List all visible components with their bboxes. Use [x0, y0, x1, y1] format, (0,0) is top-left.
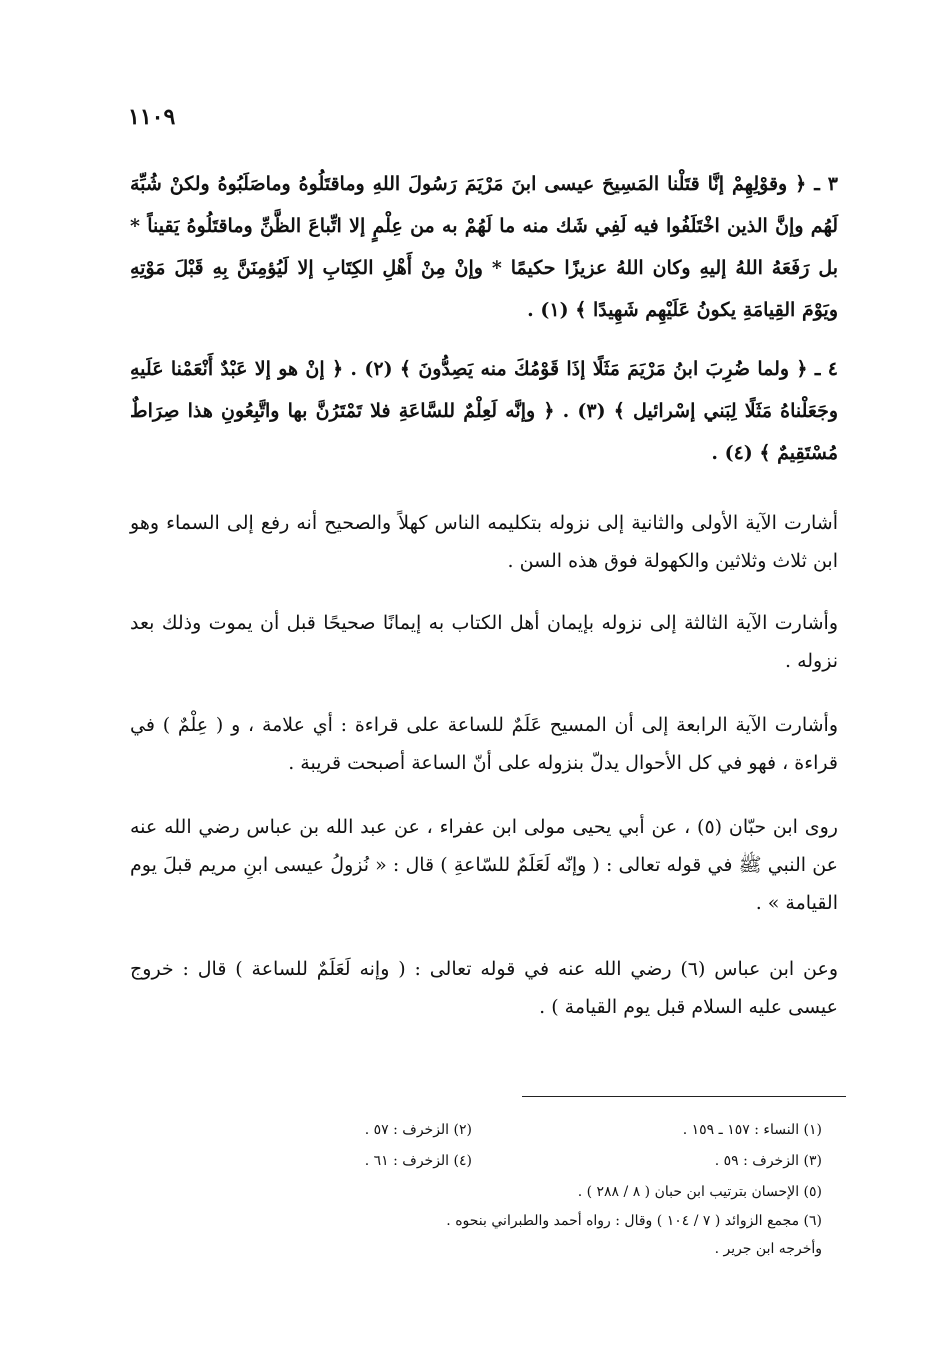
commentary-paragraph-3: وأشارت الآية الرابعة إلى أن المسيح عَلَمٌ للساعة على قراءة : أي علامة ، و ( عِلْمٌ ) في قراءة ، فهو في كل الأحوال يدلّ بنزوله على أنّ الساعة أصبحت قريبة . — [130, 714, 838, 774]
footnote-2: (٢) الزخرف : ٥٧ . — [364, 1122, 472, 1138]
footnote-6: (٦) مجمع الزوائد ( ٧ / ١٠٤ ) وقال : رواه أحمد والطبراني بنحوه . — [446, 1213, 822, 1229]
verse-3-paragraph: ٣ ـ ﴿ وقوْلِهِمْ إنَّا قتَلْنا المَسِيحَ عيسى ابنَ مَرْيَمَ رَسُولَ اللهِ وماقتَلُوهُ وماصَلَبُوهُ ولكنْ شُبِّهَ لَهُم وإنَّ الذين اخْتَلَفُوا فيه لَفِي شَك منه ما لَهُمْ به من عِلْمٍ إلا اتِّباعَ الظَّنِّ وماقتَلُوهُ يَقيناً * بل رَفَعَهُ اللهُ إليهِ وكان اللهُ عزيزًا حكيمًا * وإنْ مِنْ أَهْلِ الكِتَابِ إلا لَيُؤمِنَنَّ بِهِ قَبْلَ مَوْتِهِ ويَوْمَ القِيامَةِ يكونُ عَلَيْهِم شَهِيدًا ﴾ (١) . — [130, 173, 838, 321]
verse-4-paragraph: ٤ ـ ﴿ ولما ضُرِبَ ابنُ مَرْيَمَ مَثَلًا إذَا قَوْمُكَ منه يَصِدُّونَ ﴾ (٢) . ﴿ إنْ هو إلا عَبْدٌ أَنْعَمْنا عَلَيهِ وجَعَلْناهُ مَثَلًا لِبَني إسْرائيل ﴾ (٣) . ﴿ وإنَّه لَعِلْمٌ للسَّاعَةِ فلا تَمْتَرُنَّ بها واتَّبِعُونِ هذا صِرَاطٌ مُسْتَقِيمٌ ﴾ (٤) . — [130, 358, 838, 464]
footnote-3: (٣) الزخرف : ٥٩ . — [714, 1153, 822, 1169]
commentary-paragraph-1: أشارت الآية الأولى والثانية إلى نزوله بتكليمه الناس كهلاً والصحيح أنه رفع إلى السماء وهو ابن ثلاث وثلاثين والكهولة فوق هذه السن . — [130, 512, 838, 572]
footnote-4: (٤) الزخرف : ٦١ . — [364, 1153, 472, 1169]
footnote-6-continuation: وأخرجه ابن جرير . — [714, 1241, 822, 1257]
page-number: ١١٠٩ — [128, 104, 176, 130]
footnote-divider — [522, 1096, 846, 1097]
hadith-paragraph-ibn-abbas: وعن ابن عباس (٦) رضي الله عنه في قوله تعالى : ( وإنه لَعَلَمٌ للساعة ) قال : خروج عيسى عليه السلام قبل يوم القيامة ) . — [130, 958, 838, 1018]
hadith-paragraph-ibn-hibban: روى ابن حبّان (٥) ، عن أبي يحيى مولى ابن عفراء ، عن عبد الله بن عباس رضي الله عنه عن النبي ﷺ في قوله تعالى : ( وإنّه لَعَلَمٌ للسّاعةِ ) قال : « نُزولُ عيسى ابنِ مريم قبلَ يوم القيامة » . — [130, 816, 838, 914]
footnote-5: (٥) الإحسان بترتيب ابن حبان ( ٨ / ٢٨٨ ) . — [577, 1184, 822, 1200]
footnote-1: (١) النساء : ١٥٧ ـ ١٥٩ . — [682, 1122, 822, 1138]
commentary-paragraph-2: وأشارت الآية الثالثة إلى نزوله بإيمان أهل الكتاب به إيمانًا صحيحًا قبل أن يموت وذلك بعد نزوله . — [130, 612, 838, 672]
